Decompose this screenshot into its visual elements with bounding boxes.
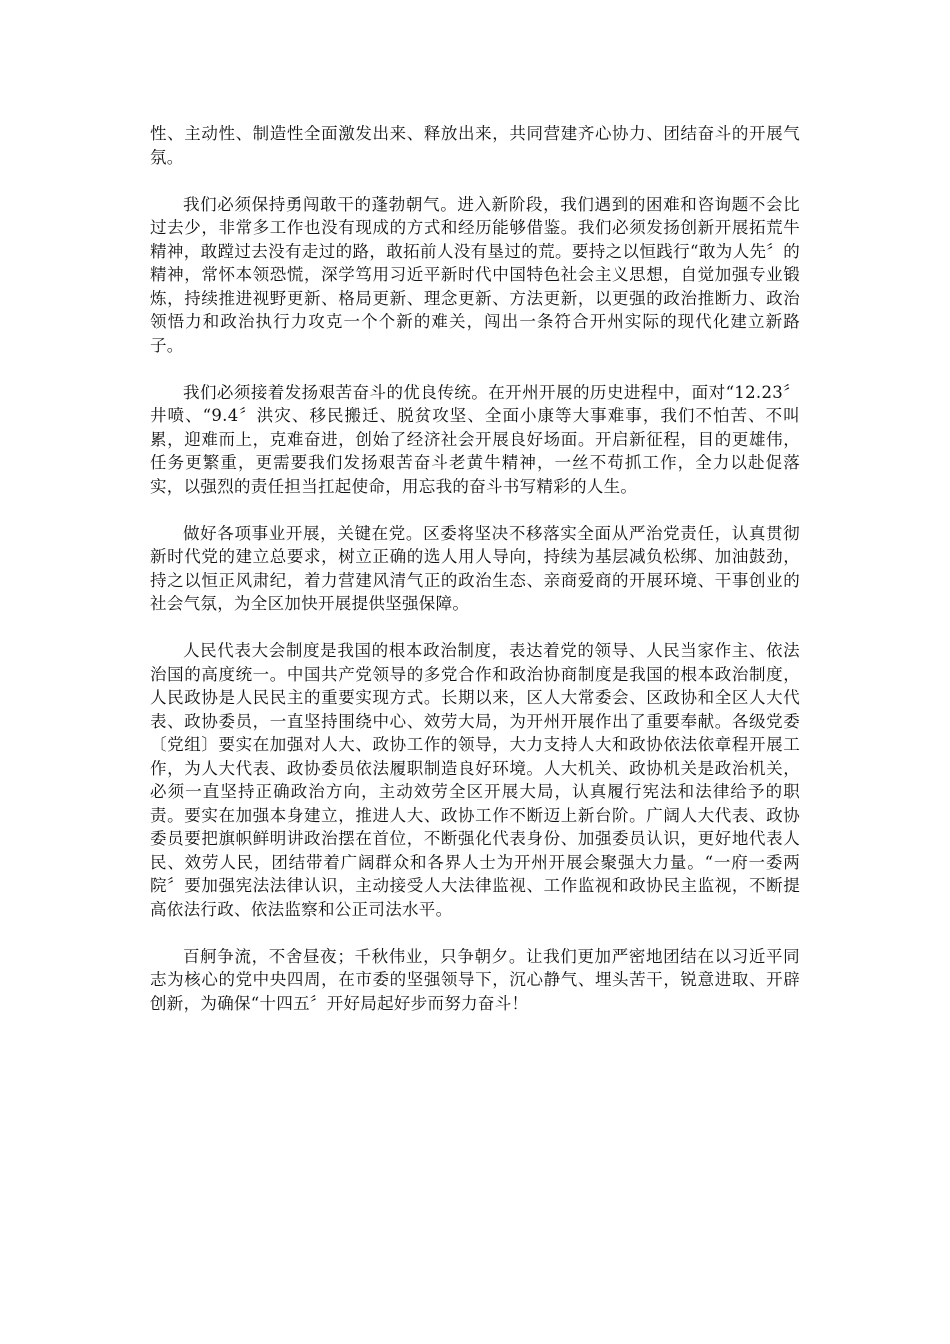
paragraph-hard-work-tradition: 我们必须接着发扬艰苦奋斗的优良传统。在开州开展的历史进程中，面对“12.23〞井喷、“9.4〞洪灾、移民搬迁、脱贫攻坚、全面小康等大事难事，我们不怕苦、不叫累，迎难而上，克难奋进，创始了经济社会开展良好场面。开启新征程，目的更雄伟，任务更繁重，更需要我们发扬艰苦奋斗老黄牛精神，一丝不苟抓工作，全力以赴促落实，以强烈的责任担当扛起使命，用忘我的奋斗书写精彩的人生。 xyxy=(150,382,800,496)
paragraph-party-leadership: 做好各项事业开展，关键在党。区委将坚决不移落实全面从严治党责任，认真贯彻新时代党的建立总要求，树立正确的选人用人导向，持续为基层减负松绑、加油鼓劲，持之以恒正风肃纪，着力营建风清气正的政治生态、亲商爱商的开展环境、干事创业的社会气氛，为全区加快开展提供坚强保障。 xyxy=(150,523,800,613)
paragraph-pioneering-spirit: 我们必须保持勇闯敢干的蓬勃朝气。进入新阶段，我们遇到的困难和咨询题不会比过去少，非常多工作也没有现成的方式和经历能够借鉴。我们必须发扬创新开展拓荒牛精神，敢蹚过去没有走过的路，敢拓前人没有垦过的荒。要持之以恒践行“敢为人先〞的精神，常怀本领恐慌，深学笃用习近平新时代中国特色社会主义思想，自觉加强专业锻炼，持续推进视野更新、格局更新、理念更新、方法更新，以更强的政治推断力、政治领悟力和政治执行力攻克一个个新的难关，闯出一条符合开州实际的现代化建立新路子。 xyxy=(150,194,800,355)
paragraph-closing: 百舸争流，不舍昼夜；千秋伟业，只争朝夕。让我们更加严密地团结在以习近平同志为核心的党中央四周，在市委的坚强领导下，沉心静气、埋头苦干，锐意进取、开辟创新，为确保“十四五〞开好局起好步而努力奋斗！ xyxy=(150,946,800,1013)
document-body xyxy=(150,122,800,1039)
paragraph-peoples-congress: 人民代表大会制度是我国的根本政治制度，表达着党的领导、人民当家作主、依法治国的高度统一。中国共产党领导的多党合作和政治协商制度是我国的根本政治制度，人民政协是人民民主的重要实现方式。长期以来，区人大常委会、区政协和全区人大代表、政协委员，一直坚持围绕中心、效劳大局，为开州开展作出了重要奉献。各级党委〔党组〕要实在加强对人大、政协工作的领导，大力支持人大和政协依法依章程开展工作，为人大代表、政协委员依法履职制造良好环境。人大机关、政协机关是政治机关，必须一直坚持正确政治方向，主动效劳全区开展大局，认真履行宪法和法律给予的职责。要实在加强本身建立，推进人大、政协工作不断迈上新台阶。广阔人大代表、政协委员要把旗帜鲜明讲政治摆在首位，不断强化代表身份、加强委员认识，更好地代表人民、效劳人民，团结带着广阔群众和各界人士为开州开展会聚强大力量。“一府一委两院〞要加强宪法法律认识，主动接受人大法律监视、工作监视和政协民主监视，不断提高依法行政、依法监察和公正司法水平。 xyxy=(150,641,800,919)
paragraph-continuation: 性、主动性、制造性全面激发出来、释放出来，共同营建齐心协力、团结奋斗的开展气氛。 xyxy=(150,124,800,167)
